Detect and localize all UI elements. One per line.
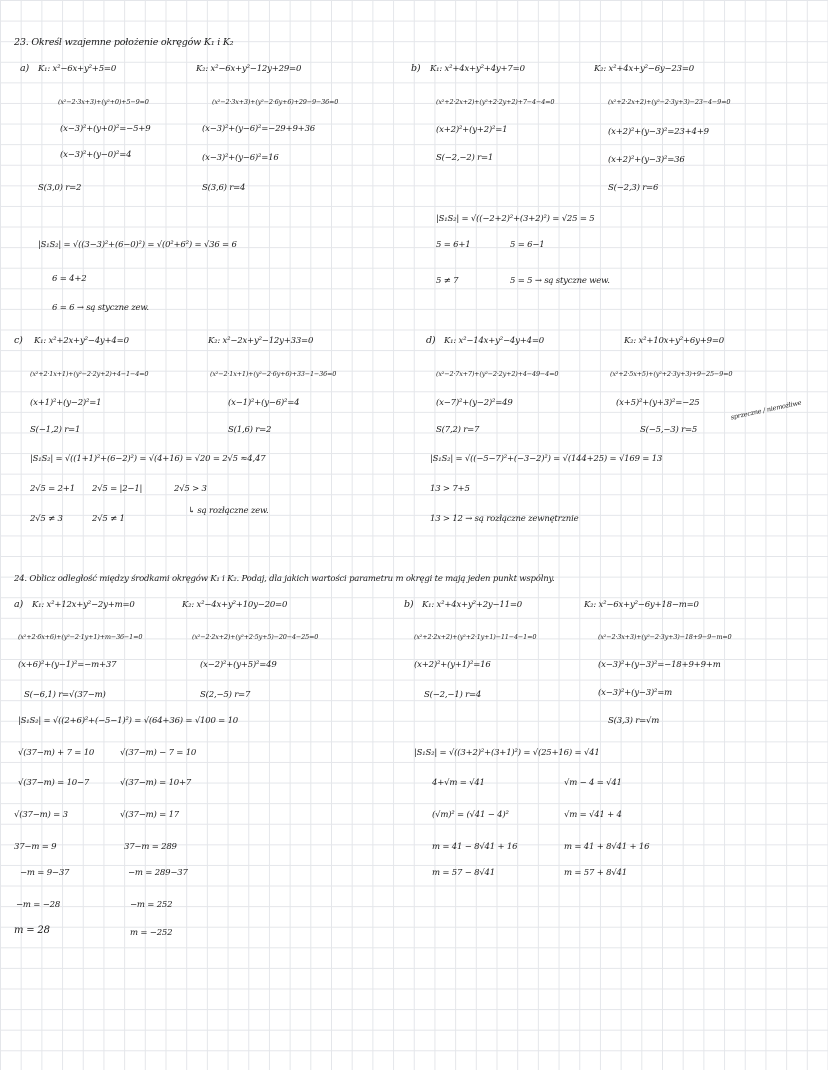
task24b-k2-step: (x²−2·3x+3)+(y²−2·3y+3)−18+9−9−m=0 — [598, 633, 732, 641]
task23a-k1-step: (x−3)²+(y+0)²=−5+9 — [60, 124, 151, 134]
task24a-right-result: m = −252 — [130, 928, 173, 938]
task24b-label: b) — [404, 599, 414, 610]
task23c-conclusion: 2√5 = 2+1 — [30, 484, 75, 494]
task23d-k2-canonical: (x+5)²+(y+3)²=−25 — [616, 398, 700, 408]
task24b-k2-center: S(3,3) r=√m — [608, 716, 660, 726]
task24a-left-step: 37−m = 9 — [14, 842, 57, 852]
task24a-left-step: −m = −28 — [16, 900, 61, 910]
task23b-k2-eq: K₂: x²+4x+y²−6y−23=0 — [594, 64, 694, 74]
task23b-distance: |S₁S₂| = √((−2+2)²+(3+2)²) = √25 = 5 — [436, 214, 595, 224]
task24a-k1-center: S(−6,1) r=√(37−m) — [24, 690, 106, 700]
task23b-k1-step: (x²+2·2x+2)+(y²+2·2y+2)+7−4−4=0 — [436, 98, 555, 106]
task23b-k2-canonical: (x+2)²+(y−3)²=36 — [608, 155, 685, 165]
task23a-k2-step: (x²−2·3x+3)+(y²−2·6y+6)+29−9−36=0 — [212, 98, 339, 106]
task23c-conclusion: 2√5 ≠ 3 — [30, 514, 63, 524]
task23b-label: b) — [411, 63, 421, 74]
task23c-conclusion: 2√5 ≠ 1 — [92, 514, 125, 524]
task23d-k1-eq: K₁: x²−14x+y²−4y+4=0 — [444, 336, 544, 346]
task23-header: 23. Określ wzajemne położenie okręgów K₁ i K₂ — [14, 37, 234, 48]
task24b-k1-eq: K₁: x²+4x+y²+2y−11=0 — [422, 600, 522, 610]
task23c-k2-eq: K₂: x²−2x+y²−12y+33=0 — [208, 336, 314, 346]
task23a-k1-eq: K₁: x²−6x+y²+5=0 — [38, 64, 117, 74]
task24a-k2-eq: K₂: x²−4x+y²+10y−20=0 — [182, 600, 288, 610]
task23c-conclusion: ↳ są rozłączne zew. — [188, 506, 269, 516]
task24a-k1-step: (x²+2·6x+6)+(y²−2·1y+1)+m−36−1=0 — [18, 633, 143, 641]
task23c-k1-step: (x²+2·1x+1)+(y²−2·2y+2)+4−1−4=0 — [30, 370, 149, 378]
task24b-k2-step: (x−3)²+(y−3)²=−18+9+9+m — [598, 660, 721, 670]
task23c-k1-center: S(−1,2) r=1 — [30, 425, 81, 435]
task23c-label: c) — [14, 335, 23, 346]
task23b-k2-step: (x+2)²+(y−3)²=23+4+9 — [608, 127, 709, 137]
task24a-k1-canonical: (x+6)²+(y−1)²=−m+37 — [18, 660, 117, 670]
task24a-distance: |S₁S₂| = √((2+6)²+(−5−1)²) = √(64+36) = √100 = 10 — [18, 716, 238, 726]
task24a-right-step: −m = 289−37 — [128, 868, 188, 878]
task23c-k1-canonical: (x+1)²+(y−2)²=1 — [30, 398, 102, 408]
task24a-right-step: √(37−m) = 17 — [120, 810, 179, 820]
task24a-right-step: √(37−m) = 10+7 — [120, 778, 192, 788]
task24b-right-step: m = 41 + 8√41 + 16 — [564, 842, 650, 852]
task24-header: 24. Oblicz odległość między środkami okręgów K₁ i K₂. Podaj, dla jakich wartości parametru m okręgi te mają jeden punkt wspólny. — [14, 574, 555, 584]
task24a-k2-step: (x²−2·2x+2)+(y²+2·5y+5)−20−4−25=0 — [192, 633, 319, 641]
task23b-k2-center: S(−2,3) r=6 — [608, 183, 659, 193]
task24a-left-step: −m = 9−37 — [20, 868, 70, 878]
task23d-k1-step: (x²−2·7x+7)+(y²−2·2y+2)+4−49−4=0 — [436, 370, 559, 378]
task23d-k1-center: S(7,2) r=7 — [436, 425, 480, 435]
task24b-left-step: (√m)² = (√41 − 4)² — [432, 810, 509, 820]
task23b-conclusion: 5 ≠ 7 — [436, 276, 459, 286]
task24b-k1-center: S(−2,−1) r=4 — [424, 690, 482, 700]
task23c-conclusion: 2√5 > 3 — [174, 484, 207, 494]
task23a-label: a) — [20, 63, 29, 74]
task23d-conclusion: 13 > 7+5 — [430, 484, 470, 494]
task23a-k1-step: (x²−2·3x+3)+(y²+0)+5−9=0 — [58, 98, 149, 106]
task23b-k1-eq: K₁: x²+4x+y²+4y+7=0 — [430, 64, 525, 74]
task23c-k2-canonical: (x−1)²+(y−6)²=4 — [228, 398, 300, 408]
task23d-k2-step: (x²+2·5x+5)+(y²+2·3y+3)+9−25−9=0 — [610, 370, 733, 378]
task23d-k2-eq: K₂: x²+10x+y²+6y+9=0 — [624, 336, 724, 346]
task23d-k2-center: S(−5,−3) r=5 — [640, 425, 698, 435]
task24b-k1-step: (x²+2·2x+2)+(y²+2·1y+1)−11−4−1=0 — [414, 633, 537, 641]
task24b-right-step: √m − 4 = √41 — [564, 778, 622, 788]
task24a-right-step: −m = 252 — [130, 900, 173, 910]
task23c-k2-step: (x²−2·1x+1)+(y²−2·6y+6)+33−1−36=0 — [210, 370, 337, 378]
task24b-right-result: m = 57 + 8√41 — [564, 868, 627, 878]
task23a-k2-center: S(3,6) r=4 — [202, 183, 246, 193]
task24b-k1-canonical: (x+2)²+(y+1)²=16 — [414, 660, 491, 670]
task24b-distance: |S₁S₂| = √((3+2)²+(3+1)²) = √(25+16) = √41 — [414, 748, 600, 758]
task24a-k2-center: S(2,−5) r=7 — [200, 690, 251, 700]
task24a-label: a) — [14, 599, 23, 610]
task23a-k1-canonical: (x−3)²+(y−0)²=4 — [60, 150, 132, 160]
task23b-conclusion: 5 = 6+1 — [436, 240, 471, 250]
task24b-left-step: m = 41 − 8√41 + 16 — [432, 842, 518, 852]
task24a-right-step: 37−m = 289 — [124, 842, 177, 852]
task24a-left-result: m = 28 — [14, 925, 50, 936]
task24a-left-step: √(37−m) = 3 — [14, 810, 68, 820]
task24a-left-step: √(37−m) + 7 = 10 — [18, 748, 95, 758]
task24a-k1-eq: K₁: x²+12x+y²−2y+m=0 — [32, 600, 135, 610]
task24b-left-step: 4+√m = √41 — [432, 778, 485, 788]
task23c-distance: |S₁S₂| = √((1+1)²+(6−2)²) = √(4+16) = √20 = 2√5 ≈4,47 — [30, 454, 266, 464]
task24b-k2-eq: K₂: x²−6x+y²−6y+18−m=0 — [584, 600, 699, 610]
task24b-right-step: √m = √41 + 4 — [564, 810, 622, 820]
task23b-k2-step: (x²+2·2x+2)+(y²−2·3y+3)−23−4−9=0 — [608, 98, 731, 106]
task23d-k1-canonical: (x−7)²+(y−2)²=49 — [436, 398, 513, 408]
task23d-note: sprzeczne / niemożliwe — [729, 398, 803, 422]
task23b-conclusion: 5 = 5 → są styczne wew. — [510, 276, 610, 286]
task23a-conclusion: 6 = 6 → są styczne zew. — [52, 303, 149, 313]
task23a-k2-step: (x−3)²+(y−6)²=−29+9+36 — [202, 124, 315, 134]
task23a-k2-canonical: (x−3)²+(y−6)²=16 — [202, 153, 279, 163]
task23c-conclusion: 2√5 = |2−1| — [92, 484, 143, 494]
task24a-left-step: √(37−m) = 10−7 — [18, 778, 90, 788]
task23c-k2-center: S(1,6) r=2 — [228, 425, 272, 435]
task24b-k2-canonical: (x−3)²+(y−3)²=m — [598, 688, 673, 698]
task23b-k1-center: S(−2,−2) r=1 — [436, 153, 494, 163]
task23a-conclusion: 6 = 4+2 — [52, 274, 87, 284]
task23d-label: d) — [426, 335, 436, 346]
task23d-distance: |S₁S₂| = √((−5−7)²+(−3−2)²) = √(144+25) = √169 = 13 — [430, 454, 663, 464]
task23c-k1-eq: K₁: x²+2x+y²−4y+4=0 — [34, 336, 129, 346]
task23a-k2-eq: K₂: x²−6x+y²−12y+29=0 — [196, 64, 302, 74]
task23b-conclusion: 5 = 6−1 — [510, 240, 545, 250]
task24a-k2-canonical: (x−2)²+(y+5)²=49 — [200, 660, 277, 670]
task24b-left-result: m = 57 − 8√41 — [432, 868, 495, 878]
task23a-k1-center: S(3,0) r=2 — [38, 183, 82, 193]
task23d-conclusion: 13 > 12 → są rozłączne zewnętrznie — [430, 514, 579, 524]
task23a-distance: |S₁S₂| = √((3−3)²+(6−0)²) = √(0²+6²) = √36 = 6 — [38, 240, 237, 250]
task24a-right-step: √(37−m) − 7 = 10 — [120, 748, 197, 758]
task23b-k1-canonical: (x+2)²+(y+2)²=1 — [436, 125, 508, 135]
